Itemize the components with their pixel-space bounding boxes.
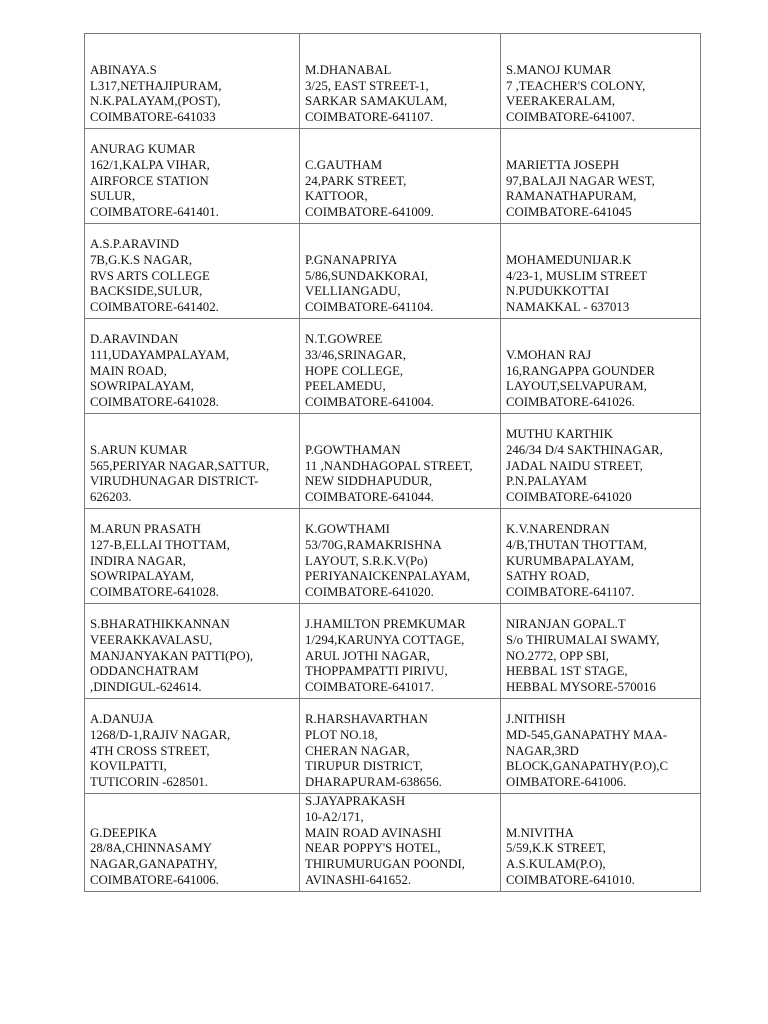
recipient-name: G.DEEPIKA [90,825,158,840]
address-line: NAGAR,GANAPATHY, [90,857,218,872]
address-line: RAMANATHAPURAM, [506,189,637,204]
recipient-name: NIRANJAN GOPAL.T [506,617,626,632]
address-line: S/o THIRUMALAI SWAMY, [506,632,660,647]
address-row [85,414,701,509]
address-line: MAIN ROAD, [90,363,167,378]
address-line: THOPPAMPATTI PIRIVU, [305,664,448,679]
address-line: KOVILPATTI, [90,759,167,774]
address-cell [501,34,701,129]
address-line: A.S.KULAM(P.O), [506,857,606,872]
address-line: 7B,G.K.S NAGAR, [90,252,193,267]
address-line: COIMBATORE-641401. [90,205,219,220]
address-line: NAGAR,3RD [506,743,579,758]
address-line: 1/294,KARUNYA COTTAGE, [305,632,465,647]
address-line: INDIRA NAGAR, [90,553,186,568]
address-line: ARUL JOTHI NAGAR, [305,648,431,663]
address-line: COIMBATORE-641007. [506,110,635,125]
address-row [85,129,701,224]
address-line: 24,PARK STREET, [305,173,407,188]
address-line: COIMBATORE-641020. [305,585,434,600]
recipient-name: R.HARSHAVARTHAN [305,712,428,727]
address-line: L317,NETHAJIPURAM, [90,78,222,93]
address-line: COIMBATORE-641026. [506,395,635,410]
address-line: COIMBATORE-641044. [305,490,434,505]
address-line: PLOT NO.18, [305,727,378,742]
recipient-name: C.GAUTHAM [305,157,383,172]
address-cell [300,794,501,892]
address-cell [300,129,501,224]
address-line: N.K.PALAYAM,(POST), [90,94,221,109]
address-line: VEERAKKAVALASU, [90,632,213,647]
address-cell [501,604,701,699]
recipient-name: MOHAMEDUNIJAR.K [506,252,632,267]
address-row [85,224,701,319]
address-line: AIRFORCE STATION [90,173,209,188]
recipient-name: S.ARUN KUMAR [90,442,188,457]
address-line: P.N.PALAYAM [506,474,587,489]
address-line: COIMBATORE-641033 [90,110,216,125]
recipient-name: N.T.GOWREE [305,332,383,347]
address-line: SATHY ROAD, [506,569,590,584]
address-line: COIMBATORE-641104. [305,300,434,315]
address-line: NO.2772, OPP SBI, [506,648,609,663]
recipient-name: K.V.NARENDRAN [506,522,610,537]
recipient-name: V.MOHAN RAJ [506,347,592,362]
address-line: VELLIANGADU, [305,284,401,299]
address-cell [501,224,701,319]
recipient-name: A.DANUJA [90,712,154,727]
address-line: 162/1,KALPA VIHAR, [90,157,210,172]
address-line: 5/86,SUNDAKKORAI, [305,268,428,283]
address-line: N.PUDUKKOTTAI [506,284,610,299]
address-line: KATTOOR, [305,189,368,204]
address-row [85,319,701,414]
address-cell [300,604,501,699]
address-line: VEERAKERALAM, [506,94,616,109]
address-line: KURUMBAPALAYAM, [506,553,635,568]
address-line: HEBBAL MYSORE-570016 [506,680,656,695]
address-line: PEELAMEDU, [305,379,386,394]
address-line: VIRUDHUNAGAR DISTRICT- [90,474,259,489]
address-line: COIMBATORE-641010. [506,872,635,887]
address-line: HOPE COLLEGE, [305,363,404,378]
address-line: COIMBATORE-641045 [506,205,632,220]
address-line: COIMBATORE-641017. [305,680,434,695]
address-cell [85,224,300,319]
address-line: SOWRIPALAYAM, [90,379,194,394]
address-cell [501,509,701,604]
address-cell [85,794,300,892]
address-line: 127-B,ELLAI THOTTAM, [90,537,230,552]
address-cell [85,414,300,509]
address-cell [300,509,501,604]
recipient-name: P.GOWTHAMAN [305,442,401,457]
address-line: SULUR, [90,189,136,204]
address-line: COIMBATORE-641020 [506,490,632,505]
address-table-body [85,34,701,892]
recipient-name: MUTHU KARTHIK [506,427,613,442]
address-line: MD-545,GANAPATHY MAA- [506,727,668,742]
address-line: COIMBATORE-641028. [90,395,219,410]
address-line: JADAL NAIDU STREET, [506,458,643,473]
address-cell [85,129,300,224]
address-line: LAYOUT, S.R.K.V(Po) [305,553,428,568]
address-line: DHARAPURAM-638656. [305,775,442,790]
address-cell [501,319,701,414]
address-cell [300,699,501,794]
address-line: RVS ARTS COLLEGE [90,268,210,283]
address-line: COIMBATORE-641107. [506,585,635,600]
recipient-name: S.BHARATHIKKANNAN [90,617,230,632]
address-line: HEBBAL 1ST STAGE, [506,664,628,679]
address-cell [501,129,701,224]
address-row [85,699,701,794]
address-cell [300,414,501,509]
address-row [85,794,701,892]
recipient-name: ANURAG KUMAR [90,142,196,157]
address-line: COIMBATORE-641402. [90,300,219,315]
address-line: BACKSIDE,SULUR, [90,284,203,299]
address-line: AVINASHI-641652. [305,872,412,887]
address-line: 10-A2/171, [305,809,364,824]
address-line: SARKAR SAMAKULAM, [305,94,448,109]
address-line: 1268/D-1,RAJIV NAGAR, [90,727,231,742]
recipient-name: P.GNANAPRIYA [305,252,398,267]
recipient-name: M.NIVITHA [506,825,574,840]
address-cell [501,699,701,794]
address-line: 4/23-1, MUSLIM STREET [506,268,648,283]
address-line: 626203. [90,490,132,505]
address-line: ,DINDIGUL-624614. [90,680,202,695]
recipient-name: S.MANOJ KUMAR [506,62,612,77]
recipient-name: M.DHANABAL [305,62,392,77]
address-line: TUTICORIN -628501. [90,775,209,790]
address-line: COIMBATORE-641028. [90,585,219,600]
recipient-name: ABINAYA.S [90,62,157,77]
address-line: 565,PERIYAR NAGAR,SATTUR, [90,458,270,473]
address-line: 11 ,NANDHAGOPAL STREET, [305,458,473,473]
address-cell [501,414,701,509]
address-line: CHERAN NAGAR, [305,743,410,758]
address-cell [85,604,300,699]
address-line: OIMBATORE-641006. [506,775,627,790]
recipient-name: J.NITHISH [506,712,566,727]
address-row [85,34,701,129]
address-cell [300,34,501,129]
address-line: BLOCK,GANAPATHY(P.O),C [506,759,668,774]
address-line: 28/8A,CHINNASAMY [90,841,212,856]
address-line: 111,UDAYAMPALAYAM, [90,347,230,362]
recipient-name: J.HAMILTON PREMKUMAR [305,617,466,632]
address-line: MAIN ROAD AVINASHI [305,825,442,840]
address-label-table [84,33,701,892]
address-line: 53/70G,RAMAKRISHNA [305,537,442,552]
address-line: LAYOUT,SELVAPURAM, [506,379,647,394]
address-line: ODDANCHATRAM [90,664,199,679]
address-line: 16,RANGAPPA GOUNDER [506,363,655,378]
address-line: 3/25, EAST STREET-1, [305,78,429,93]
recipient-name: S.JAYAPRAKASH [305,794,406,808]
address-cell [85,34,300,129]
address-line: NEW SIDDHAPUDUR, [305,474,433,489]
address-line: 246/34 D/4 SAKTHINAGAR, [506,442,663,457]
address-line: 33/46,SRINAGAR, [305,347,406,362]
address-line: 7 ,TEACHER'S COLONY, [506,78,646,93]
address-line: PERIYANAICKENPALAYAM, [305,569,471,584]
address-line: 4/B,THUTAN THOTTAM, [506,537,647,552]
address-line: 4TH CROSS STREET, [90,743,210,758]
recipient-name: M.ARUN PRASATH [90,522,201,537]
address-line: COIMBATORE-641107. [305,110,434,125]
address-line: TIRUPUR DISTRICT, [305,759,423,774]
address-line: NAMAKKAL - 637013 [506,300,630,315]
address-line: COIMBATORE-641004. [305,395,434,410]
address-cell [300,224,501,319]
address-line: 97,BALAJI NAGAR WEST, [506,173,655,188]
recipient-name: D.ARAVINDAN [90,332,179,347]
address-cell [300,319,501,414]
address-cell [85,319,300,414]
recipient-name: A.S.P.ARAVIND [90,237,180,252]
address-row [85,509,701,604]
address-cell [85,509,300,604]
address-line: MANJANYAKAN PATTI(PO), [90,648,254,663]
recipient-name: MARIETTA JOSEPH [506,157,620,172]
address-row [85,604,701,699]
address-line: THIRUMURUGAN POONDI, [305,857,465,872]
address-line: SOWRIPALAYAM, [90,569,194,584]
address-cell [501,794,701,892]
address-line: NEAR POPPY'S HOTEL, [305,841,441,856]
address-line: 5/59,K.K STREET, [506,841,607,856]
address-line: COIMBATORE-641009. [305,205,434,220]
address-line: COIMBATORE-641006. [90,872,219,887]
address-cell [85,699,300,794]
recipient-name: K.GOWTHAMI [305,522,390,537]
